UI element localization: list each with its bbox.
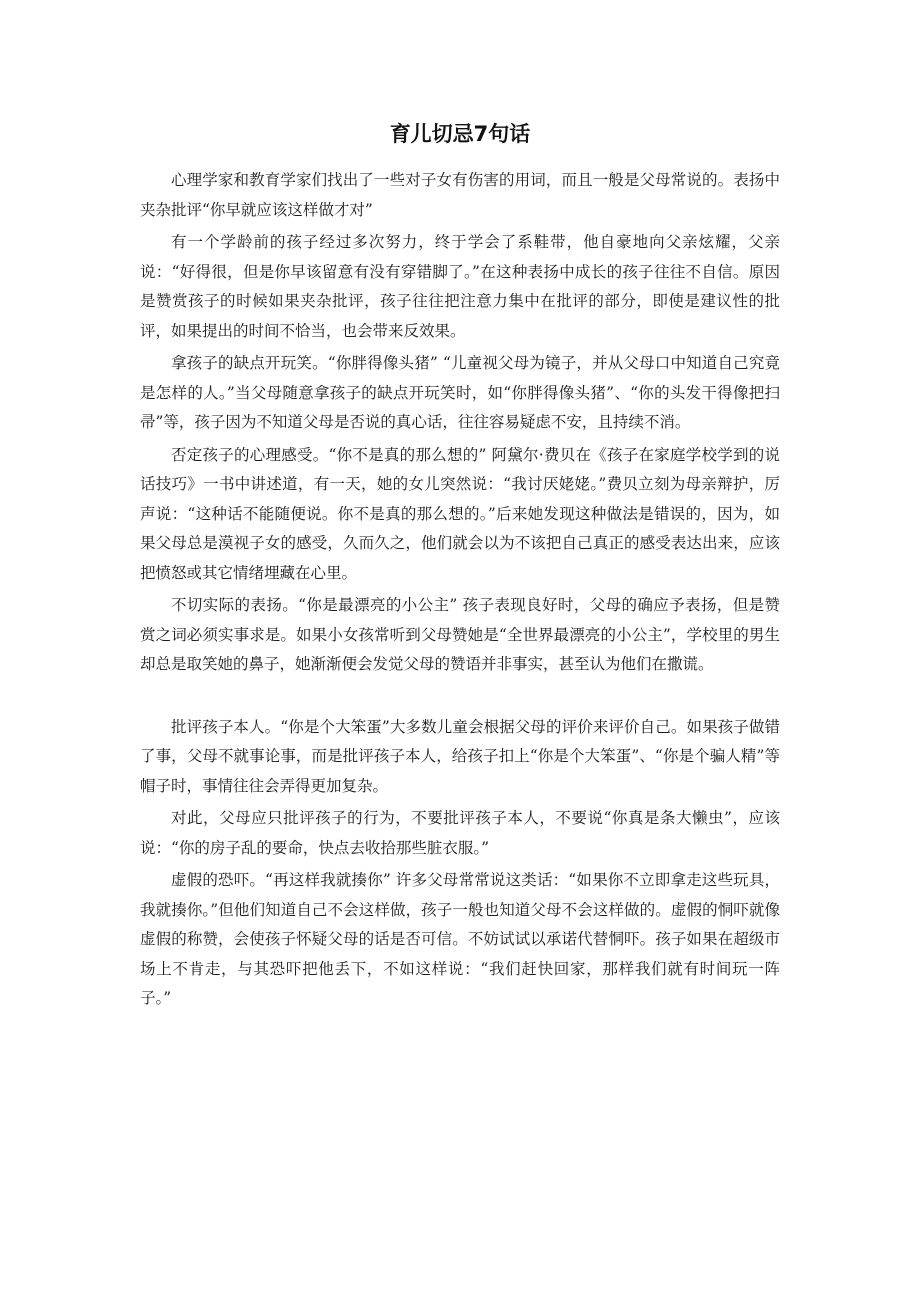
document-title: 育儿切忌7句话: [389, 122, 531, 146]
paragraph-unrealistic-praise: 不切实际的表扬。“你是最漂亮的小公主” 孩子表现良好时，父母的确应予表扬，但是赞赏之词必须实事求是。如果小女孩常听到父母赞她是“全世界最漂亮的小公主”，学校里的男生却总是取笑她的鼻子，她渐渐便会发觉父母的赞语并非事实，甚至认为他们在撒谎。: [140, 596, 780, 673]
paragraph-praise-with-criticism: 有一个学龄前的孩子经过多次努力，终于学会了系鞋带，他自豪地向父亲炫耀，父亲说：“好得很，但是你早该留意有没有穿错脚了。”在这种表扬中成长的孩子往往不自信。原因是赞赏孩子的时候如果夹杂批评，孩子往往把注意力集中在批评的部分，即使是建议性的批评，如果提出的时间不恰当，也会带来反效果。: [140, 233, 780, 340]
paragraph-criticizing-child: 批评孩子本人。“你是个大笨蛋”大多数儿童会根据父母的评价来评价自己。如果孩子做错了事，父母不就事论事，而是批评孩子本人，给孩子扣上“你是个大笨蛋”、“你是个骗人精”等帽子时，事情往往会弄得更加复杂。: [140, 717, 780, 795]
paragraph-intro: 心理学家和教育学家们找出了一些对子女有伤害的用词，而且一般是父母常说的。表扬中夹杂批评“你早就应该这样做才对”: [140, 171, 780, 219]
paragraph-spacer: [140, 683, 780, 713]
paragraph-false-threats: 虚假的恐吓。“再这样我就揍你” 许多父母常常说这类话：“如果你不立即拿走这些玩具，我就揍你。”但他们知道自己不会这样做，孩子一般也知道父母不会这样做的。虚假的恫吓就像虚假的称赞，会使孩子怀疑父母的话是否可信。不妨试试以承诺代替恫吓。孩子如果在超级市场上不肯走，与其恐吓把他丢下，不如这样说：“我们赶快回家，那样我们就有时间玩一阵子。”: [140, 871, 780, 1007]
paragraph-criticize-behavior: 对此，父母应只批评孩子的行为，不要批评孩子本人，不要说“你真是条大懒虫”，应该说：“你的房子乱的要命，快点去收拾那些脏衣服。”: [140, 809, 780, 857]
document-body: [140, 166, 780, 1017]
paragraph-mocking-flaws: 拿孩子的缺点开玩笑。“你胖得像头猪” “儿童视父母为镜子，并从父母口中知道自己究竟是怎样的人。”当父母随意拿孩子的缺点开玩笑时，如“你胖得像头猪”、“你的头发干得像把扫帚”等，孩子因为不知道父母是否说的真心话，往往容易疑虑不安，且持续不消。: [140, 354, 780, 431]
paragraph-denying-feelings: 否定孩子的心理感受。“你不是真的那么想的” 阿黛尔·费贝在《孩子在家庭学校学到的说话技巧》一书中讲述道，有一天，她的女儿突然说：“我讨厌姥姥。”费贝立刻为母亲辩护，厉声说：“这种话不能随便说。你不是真的那么想的。”后来她发现这种做法是错误的，因为，如果父母总是漠视子女的感受，久而久之，他们就会以为不该把自己真正的感受表达出来，应该把愤怒或其它情绪埋藏在心里。: [140, 445, 780, 582]
